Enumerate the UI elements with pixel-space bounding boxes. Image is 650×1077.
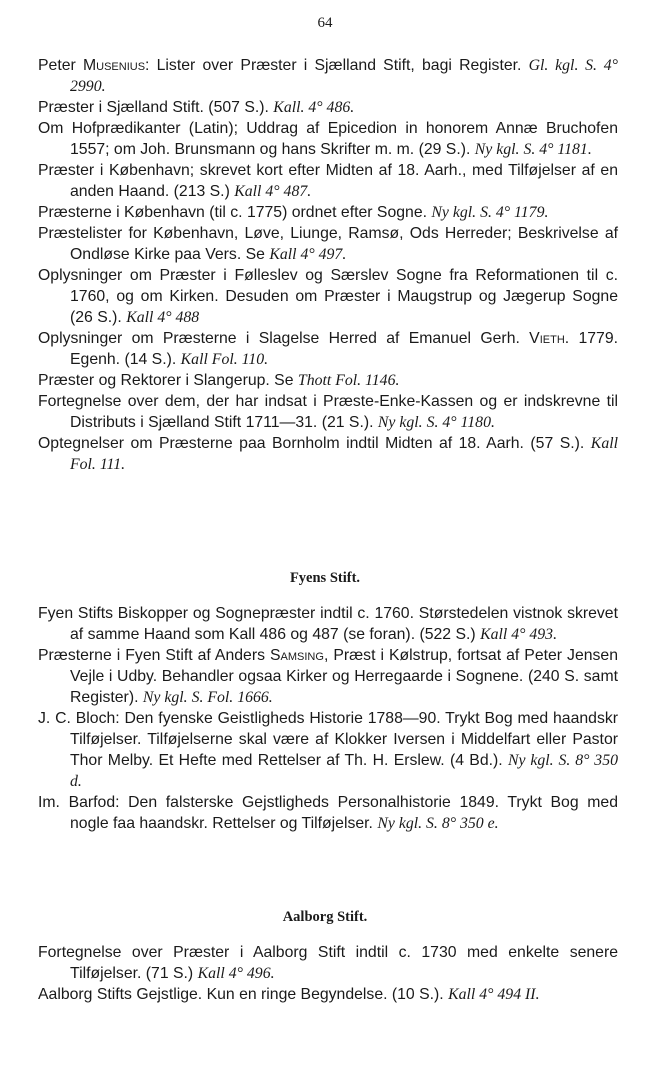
entry-text: Præsterne i København (til c. 1775) ordnet efter Sogne. xyxy=(38,204,432,221)
entry-text: Præster i København; skrevet kort efter Midten af 18. Aarh., med Tilføjelser af en anden Haand. (213 S.) xyxy=(38,162,618,200)
entry-text: . 1779. Egenh. (14 S.). xyxy=(70,330,618,368)
catalog-entry xyxy=(38,792,618,834)
entry-citation: Kall Fol. 110. xyxy=(180,351,269,368)
entry-text: Aalborg Stifts Gejstlige. Kun en ringe Begyndelse. (10 S.). xyxy=(38,986,449,1003)
entry-text: Peter xyxy=(38,57,83,74)
entry-text: Præstelister for København, Løve, Liunge, Ramsø, Ods Herreder; Beskrivelse af Ondløse Kirke paa Vers. Se xyxy=(38,225,618,263)
entry-citation: Ny kgl. S. 8° 350 e. xyxy=(377,815,499,832)
catalog-entry xyxy=(38,55,618,97)
entry-text: Fyen Stifts Biskopper og Sognepræster indtil c. 1760. Størstedelen vistnok skrevet af samme Haand som Kall 486 og 487 (se foran). (522 S.) xyxy=(38,605,618,643)
entry-citation: Ny kgl. S. 4° 1180. xyxy=(377,414,495,431)
catalog-entry xyxy=(38,984,618,1005)
catalog-entry xyxy=(38,942,618,984)
catalog-entry xyxy=(38,645,618,708)
section-fyens xyxy=(38,603,618,834)
section-heading-fyens: Fyens Stift. xyxy=(289,570,361,586)
catalog-entry xyxy=(38,202,618,223)
entry-text: Præster og Rektorer i Slangerup. Se xyxy=(38,372,298,389)
entry-text: Fortegnelse over Præster i Aalborg Stift indtil c. 1730 med enkelte senere Tilføjelser. (71 S.) xyxy=(38,944,618,982)
entry-author: Musenius xyxy=(82,57,146,74)
entry-citation: Kall 4° 494 II. xyxy=(448,986,540,1003)
entry-citation: Ny kgl. S. 4° 1179. xyxy=(431,204,549,221)
entry-author: Samsing xyxy=(270,647,324,664)
entry-citation: Kall 4° 496. xyxy=(197,965,275,982)
section-aalborg xyxy=(38,942,618,1005)
catalog-entry xyxy=(38,433,618,475)
catalog-entry xyxy=(38,603,618,645)
entry-citation: Kall 4° 497. xyxy=(269,246,347,263)
entry-text: J. C. Bloch: Den fyenske Geistligheds Historie 1788—90. Trykt Bog med haandskr Tilføjelser. Tilføjelserne skal være af Klokker Iversen i Middelfart eller Pastor Thor Melby. Et Hefte med Rettelser af Th. H. Erslew. (4 Bd.). xyxy=(38,710,618,769)
section-heading-aalborg: Aalborg Stift. xyxy=(282,909,368,925)
entry-citation: Kall 4° 488 xyxy=(126,309,200,326)
entry-text: Præsterne i Fyen Stift af Anders xyxy=(38,647,270,664)
entry-citation: Ny kgl. S. Fol. 1666. xyxy=(142,689,273,706)
section-sjaelland xyxy=(38,55,618,475)
entry-text: Oplysninger om Præster i Følleslev og Særslev Sogne fra Reformationen til c. 1760, og om Kirken. Desuden om Præster i Maugstrup og Jægerup Sogne (26 S.). xyxy=(38,267,618,326)
entry-text: Præster i Sjælland Stift. (507 S.). xyxy=(38,99,274,116)
entry-citation: Ny kgl. S. 4° 1181. xyxy=(474,141,592,158)
catalog-entry xyxy=(38,391,618,433)
catalog-entry xyxy=(38,328,618,370)
entry-text: : Lister over Præster i Sjælland Stift, bagi Register. xyxy=(145,57,529,74)
entry-text: Om Hofprædikanter (Latin); Uddrag af Epicedion in honorem Annæ Bruchofen 1557; om Joh. Brunsmann og hans Skrifter m. m. (29 S.). xyxy=(38,120,618,158)
entry-text: Im. Barfod: Den falsterske Gejstligheds Personalhistorie 1849. Trykt Bog med nogle faa haandskr. Rettelser og Tilføjelser. xyxy=(38,794,618,832)
entry-text: Optegnelser om Præsterne paa Bornholm indtil Midten af 18. Aarh. (57 S.). xyxy=(38,435,591,452)
catalog-entry xyxy=(38,118,618,160)
catalog-entry xyxy=(38,708,618,792)
entry-citation: Kall Fol. 111. xyxy=(70,435,618,473)
entry-citation: Thott Fol. 1146. xyxy=(297,372,400,389)
entry-citation: Kall. 4° 486. xyxy=(273,99,355,116)
catalog-entry xyxy=(38,97,618,118)
entry-citation: Gl. kgl. S. 4° 2990. xyxy=(70,57,618,95)
entry-text: Oplysninger om Præsterne i Slagelse Herred af Emanuel Gerh. xyxy=(38,330,530,347)
entry-author: Vieth xyxy=(529,330,565,347)
entry-text: Fortegnelse over dem, der har indsat i Præste-Enke-Kassen og er indskrevne til Distributs i Sjælland Stift 1711—31. (21 S.). xyxy=(38,393,618,431)
entry-citation: Ny kgl. S. 8° 350 d. xyxy=(70,752,618,790)
catalog-entry xyxy=(38,265,618,328)
page-number: 64 xyxy=(317,15,333,31)
entry-text: , Præst i Kølstrup, fortsat af Peter Jensen Vejle i Udby. Behandler ogsaa Kirker og Herregaarde i Sognene. (240 S. samt Register). xyxy=(70,647,618,706)
entry-citation: Kall 4° 493. xyxy=(480,626,558,643)
catalog-entry xyxy=(38,160,618,202)
catalog-entry xyxy=(38,223,618,265)
entry-citation: Kall 4° 487. xyxy=(234,183,312,200)
catalog-entry xyxy=(38,370,618,391)
